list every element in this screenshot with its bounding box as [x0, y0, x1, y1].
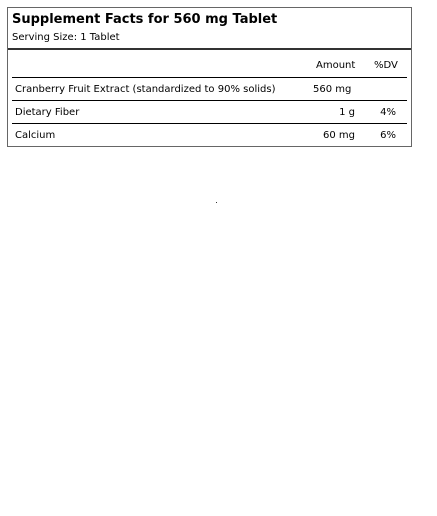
amount-column-header: Amount — [316, 60, 356, 71]
row-dv-calcium: 6% — [380, 130, 396, 141]
row-name-cranberry: Cranberry Fruit Extract (standardized to 90% solids) — [15, 84, 276, 95]
row-divider — [12, 123, 407, 124]
stray-dot — [216, 202, 217, 203]
row-divider — [12, 100, 407, 101]
row-amount-calcium: 60 mg — [323, 130, 355, 141]
row-name-fiber: Dietary Fiber — [15, 107, 80, 118]
supplement-facts-panel — [7, 7, 412, 147]
facts-title: Supplement Facts for 560 mg Tablet — [12, 12, 278, 27]
row-amount-cranberry: 560 mg — [313, 84, 352, 95]
row-name-calcium: Calcium — [15, 130, 56, 141]
row-amount-fiber: 1 g — [339, 107, 355, 118]
serving-size: Serving Size: 1 Tablet — [12, 32, 120, 43]
dv-column-header: %DV — [374, 60, 398, 71]
row-divider — [12, 77, 407, 78]
header-divider — [8, 48, 411, 50]
row-dv-fiber: 4% — [380, 107, 396, 118]
